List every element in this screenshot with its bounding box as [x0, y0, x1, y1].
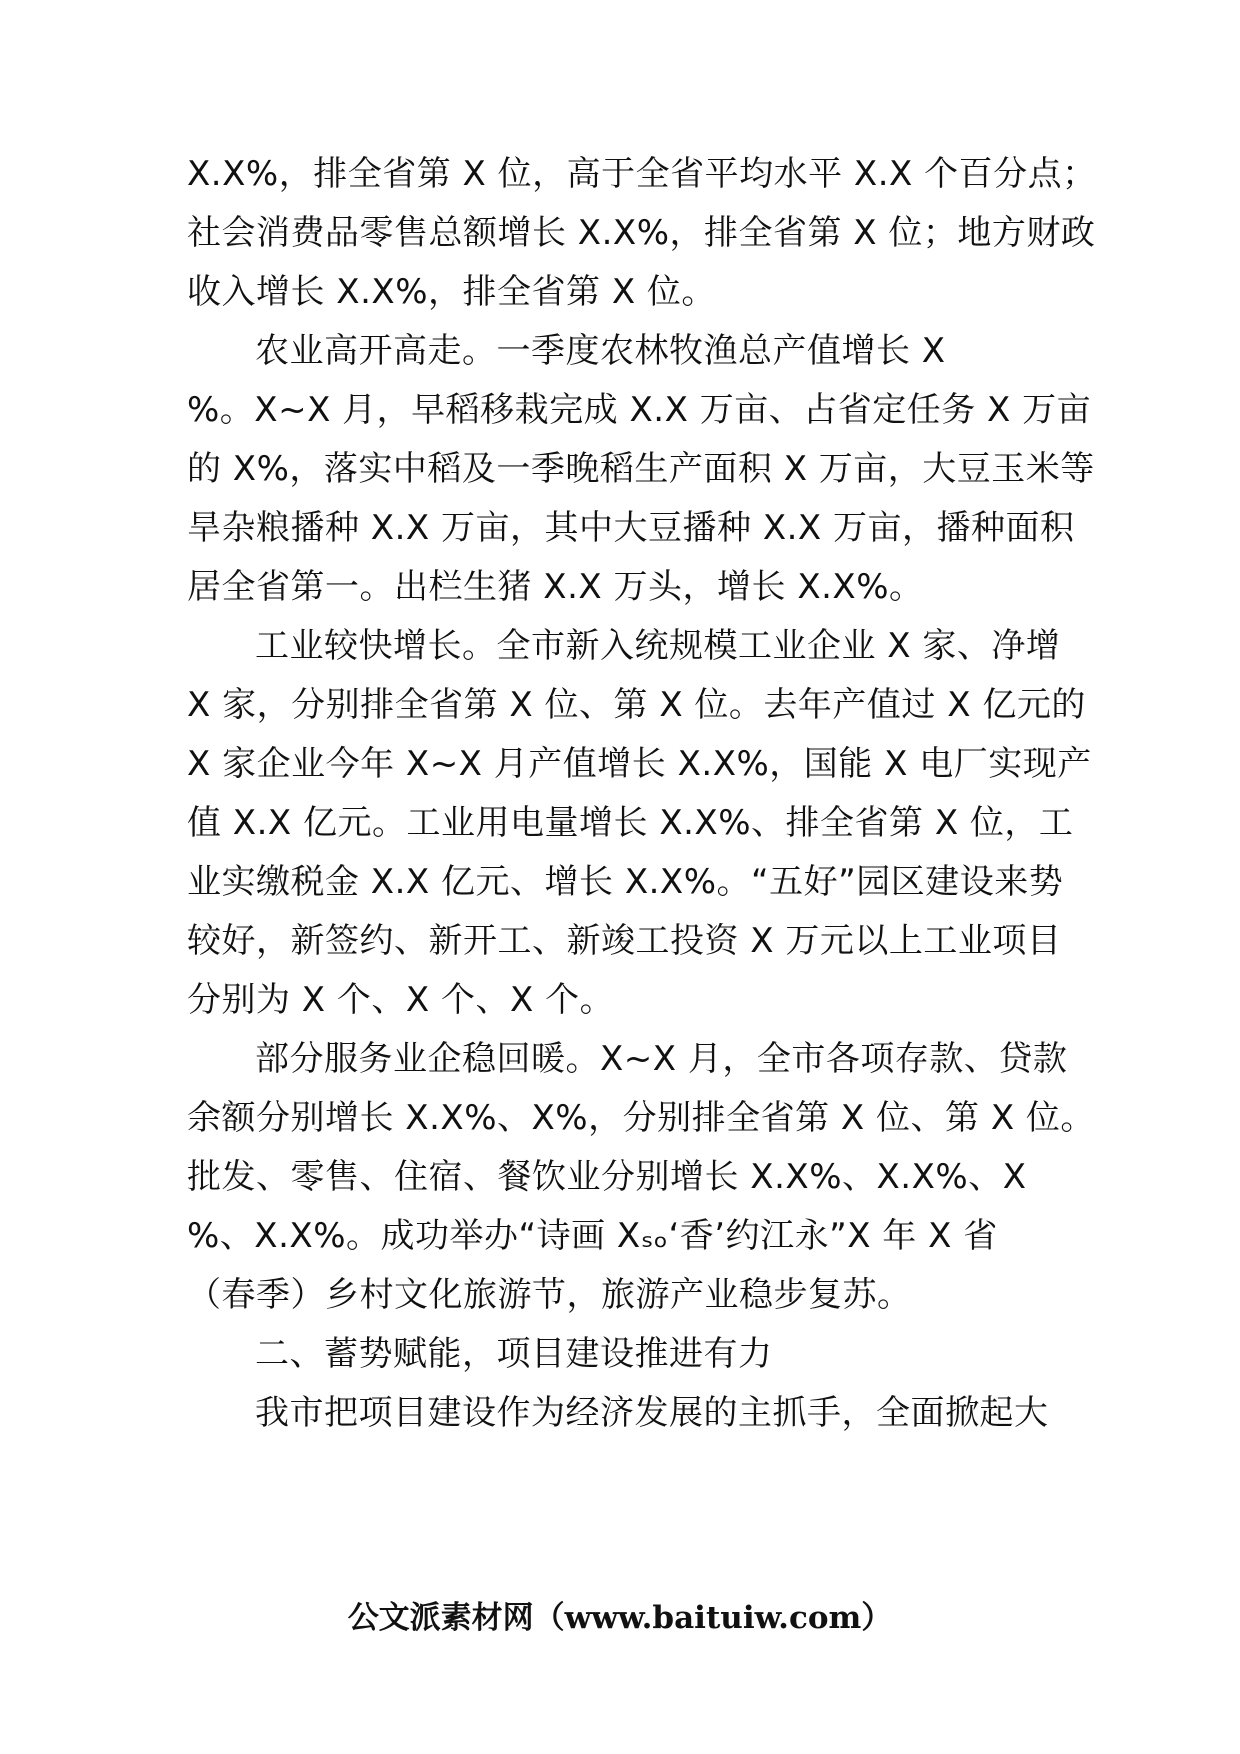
text-line: %、X.X%。成功举办“诗画 Xₛₒ‘香’约江永”X 年 X 省: [187, 1216, 998, 1256]
text-line: X.X%，排全省第 X 位，高于全省平均水平 X.X 个百分点；: [187, 154, 1097, 194]
paragraph-services-heading: 部分服务业企稳回暖。X~X 月，全市各项存款、贷款: [255, 1039, 1068, 1079]
text-line: 的 X%，落实中稻及一季晚稻生产面积 X 万亩，大豆玉米等: [187, 449, 1095, 489]
section-heading: 二、蓄势赋能，项目建设推进有力: [255, 1334, 773, 1374]
paragraph-industry-heading: 工业较快增长。全市新入统规模工业企业 X 家、净增: [255, 626, 1061, 666]
text-line: X 家，分别排全省第 X 位、第 X 位。去年产值过 X 亿元的: [187, 685, 1086, 725]
footer-watermark: 公文派素材网（www.baituiw.com）: [347, 1600, 893, 1636]
text-line: （春季）乡村文化旅游节，旅游产业稳步复苏。: [187, 1275, 912, 1315]
text-line: 收入增长 X.X%，排全省第 X 位。: [187, 272, 716, 312]
text-line: 业实缴税金 X.X 亿元、增长 X.X%。“五好”园区建设来势: [187, 862, 1064, 902]
text-line: 我市把项目建设作为经济发展的主抓手，全面掀起大: [255, 1393, 1049, 1433]
text-line: 旱杂粮播种 X.X 万亩，其中大豆播种 X.X 万亩，播种面积: [187, 508, 1075, 548]
text-line: 社会消费品零售总额增长 X.X%，排全省第 X 位；地方财政: [187, 213, 1096, 253]
text-line: X 家企业今年 X~X 月产值增长 X.X%，国能 X 电厂实现产: [187, 744, 1092, 784]
text-line: 分别为 X 个、X 个、X 个。: [187, 980, 615, 1020]
text-line: %。X~X 月，早稻移栽完成 X.X 万亩、占省定任务 X 万亩: [187, 390, 1092, 430]
text-line: 批发、零售、住宿、餐饮业分别增长 X.X%、X.X%、X: [187, 1157, 1027, 1197]
text-line: 居全省第一。出栏生猪 X.X 万头，增长 X.X%。: [187, 567, 924, 607]
paragraph-agriculture-heading: 农业高开高走。一季度农林牧渔总产值增长 X: [255, 331, 946, 371]
text-line: 值 X.X 亿元。工业用电量增长 X.X%、排全省第 X 位，工: [187, 803, 1074, 843]
text-line: 较好，新签约、新开工、新竣工投资 X 万元以上工业项目: [187, 921, 1062, 961]
text-line: 余额分别增长 X.X%、X%，分别排全省第 X 位、第 X 位。: [187, 1098, 1095, 1138]
